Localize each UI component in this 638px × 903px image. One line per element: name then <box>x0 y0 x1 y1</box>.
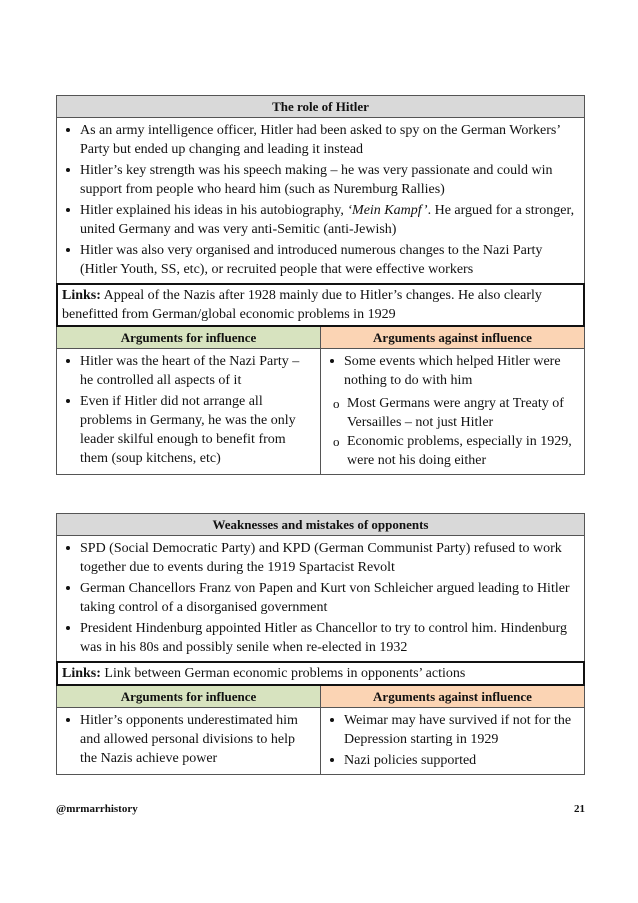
links-label: Links: <box>62 666 101 681</box>
links-box <box>56 661 585 686</box>
role-of-hitler-section <box>56 95 585 475</box>
list-item: Hitler’s key strength was his speech making – he was very passionate and could win support from people who heard him (such as Nuremburg Rallies) <box>63 161 578 199</box>
list-item: Nazi policies supported <box>327 751 578 770</box>
arguments-for-header: Arguments for influence <box>57 686 320 708</box>
list-item: As an army intelligence officer, Hitler had been asked to spy on the German Workers’ Party but ended up changing and leading it instead <box>63 121 578 159</box>
list-item <box>327 352 578 390</box>
role-of-hitler-table <box>56 95 585 283</box>
list-item <box>63 201 578 239</box>
links-box <box>56 283 585 327</box>
sub-bullet-list <box>321 394 584 474</box>
list-item: Hitler’s opponents underestimated him and allowed personal divisions to help the Nazis achieve power <box>63 711 314 768</box>
section-title: The role of Hitler <box>57 96 584 118</box>
bullet-list <box>57 349 320 472</box>
bullet-text: . He argued for a stronger, united Germany and was very anti-Semitic (anti-Jewish) <box>80 203 575 237</box>
bullet-text: Hitler explained his ideas in his autobiography, <box>80 203 348 218</box>
arguments-against-column <box>320 327 584 474</box>
arguments-against-column <box>320 686 584 774</box>
book-title: ‘Mein Kampf’ <box>347 203 428 218</box>
sub-list-item: o Economic problems, especially in 1929, were not his doing either <box>327 432 578 470</box>
list-item: German Chancellors Franz von Papen and Kurt von Schleicher argued leading to Hitler taking control of a disorganised government <box>63 579 578 617</box>
bullet-text: Some events which helped Hitler were nothing to do with him <box>344 354 561 388</box>
list-item: President Hindenburg appointed Hitler as Chancellor to try to control him. Hindenburg was in his 80s and possibly senile when re-elected in 1932 <box>63 619 578 657</box>
bullet-list <box>57 708 320 772</box>
sub-list-item: o Most Germans were angry at Treaty of Versailles – not just Hitler <box>327 394 578 432</box>
opponents-table <box>56 513 585 661</box>
page-footer <box>56 803 585 815</box>
links-text: Link between German economic problems in opponents’ actions <box>100 666 466 681</box>
list-item: Hitler was also very organised and introduced numerous changes to the Nazi Party (Hitler Youth, SS, etc), or recruited people that were effective workers <box>63 241 578 279</box>
arguments-table <box>56 686 585 775</box>
opponents-section <box>56 513 585 775</box>
list-item: Hitler was the heart of the Nazi Party – he controlled all aspects of it <box>63 352 314 390</box>
page-number: 21 <box>574 803 585 815</box>
list-item: SPD (Social Democratic Party) and KPD (German Communist Party) refused to work together due to events during the 1919 Spartacist Revolt <box>63 539 578 577</box>
arguments-for-column <box>57 686 320 774</box>
author-handle: @mrmarrhistory <box>56 803 138 815</box>
links-text: Appeal of the Nazis after 1928 mainly due to Hitler’s changes. He also clearly benefitted from German/global economic problems in 1929 <box>62 288 542 322</box>
links-label: Links: <box>62 288 101 303</box>
arguments-against-header: Arguments against influence <box>321 686 584 708</box>
arguments-against-header: Arguments against influence <box>321 327 584 349</box>
list-item: Even if Hitler did not arrange all problems in Germany, he was the only leader skilful enough to benefit from them (soup kitchens, etc) <box>63 392 314 468</box>
arguments-table <box>56 327 585 475</box>
arguments-for-header: Arguments for influence <box>57 327 320 349</box>
bullet-list <box>321 708 584 774</box>
list-item: Weimar may have survived if not for the Depression starting in 1929 <box>327 711 578 749</box>
section-title: Weaknesses and mistakes of opponents <box>57 514 584 536</box>
bullet-list <box>57 118 584 283</box>
bullet-list <box>57 536 584 661</box>
bullet-list <box>321 349 584 394</box>
arguments-for-column <box>57 327 320 474</box>
